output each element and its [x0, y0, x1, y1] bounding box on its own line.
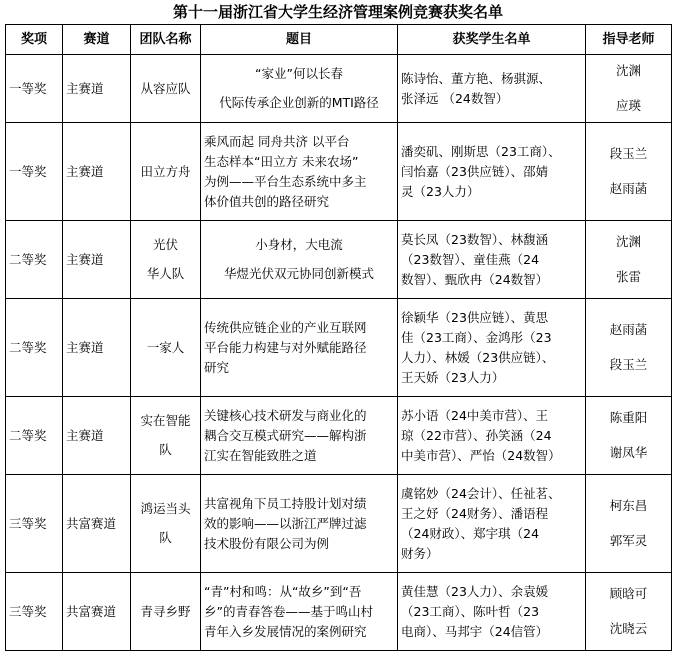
- topic-cell-line: 华煜光伏双元协同创新模式: [223, 266, 374, 281]
- teachers-cell-line: 赵雨菡: [609, 181, 648, 196]
- topic-cell-line: 生态样本“田立方 未来农场”: [204, 153, 359, 169]
- team-cell-line: 实在智能: [140, 413, 191, 428]
- teachers-cell-line: 沈渊: [615, 63, 641, 78]
- teachers-cell: [586, 573, 672, 651]
- team-cell: [131, 397, 201, 475]
- team-cell-line: 田立方舟: [140, 163, 191, 179]
- students-cell-line: （24财政）、郑宇琪（24: [401, 525, 540, 541]
- students-cell: [398, 299, 586, 397]
- topic-cell-line: 效的影响——以浙江严牌过滤: [204, 515, 367, 531]
- header-team: 团队名称: [131, 25, 201, 55]
- students-cell-line: （23数智）、童佳燕（24: [401, 251, 540, 267]
- table-row: [6, 55, 672, 123]
- track-cell: 主赛道: [63, 55, 131, 123]
- topic-cell-line: 江实在智能致胜之道: [204, 447, 317, 463]
- students-cell-line: 王之妤（24财务）、潘语程: [401, 505, 549, 521]
- track-cell: 主赛道: [63, 221, 131, 299]
- header-students: 获奖学生名单: [398, 25, 586, 55]
- header-track: 赛道: [63, 25, 131, 55]
- table-row: [6, 475, 672, 573]
- topic-cell-line: 代际传承企业创新的MTI路径: [219, 95, 379, 110]
- team-cell: [131, 573, 201, 651]
- students-cell-line: 张泽远 （24数智）: [401, 90, 509, 106]
- students-cell: [398, 397, 586, 475]
- header-award: 奖项: [6, 25, 63, 55]
- track-cell: 主赛道: [63, 123, 131, 221]
- track-cell: 共富赛道: [63, 573, 131, 651]
- students-cell-line: 灵（23人力）: [401, 183, 480, 199]
- students-cell-line: 潘奕矶、刚斯思（23工商）、: [401, 143, 561, 159]
- teachers-cell: [586, 123, 672, 221]
- topic-cell-line: “家业”何以长春: [255, 66, 343, 81]
- team-cell-line: 光伏: [152, 237, 178, 252]
- teachers-cell-line: 应瑛: [615, 98, 641, 113]
- students-cell-line: 王天娇（23人力）: [401, 369, 505, 385]
- teachers-cell-line: 柯东昌: [609, 498, 648, 513]
- topic-cell-line: 研究: [204, 359, 230, 375]
- team-cell: [131, 123, 201, 221]
- students-cell-line: 佳（23工商）、金鸿彤（23: [401, 329, 552, 345]
- teachers-cell-line: 段玉兰: [609, 146, 648, 161]
- header-teachers: 指导老师: [586, 25, 672, 55]
- topic-cell: [201, 397, 398, 475]
- teachers-cell-line: 沈渊: [615, 234, 641, 249]
- team-cell-line: 华人队: [146, 266, 185, 281]
- team-cell: [131, 299, 201, 397]
- students-cell-line: 闫怡嘉（23供应链）、邵婧: [401, 163, 549, 179]
- team-cell-line: 队: [159, 442, 172, 457]
- students-cell: [398, 573, 586, 651]
- students-cell-line: 人力）、林媛（23供应链）、: [401, 349, 555, 365]
- team-cell-line: 青寻乡野: [140, 603, 191, 619]
- team-cell: [131, 475, 201, 573]
- teachers-cell-line: 顾晗可: [609, 586, 648, 601]
- teachers-cell-line: 郭军灵: [609, 533, 648, 548]
- team-cell-line: 一家人: [146, 339, 185, 355]
- teachers-cell: [586, 397, 672, 475]
- topic-cell-line: 体价值共创的路径研究: [204, 193, 330, 209]
- table-row: [6, 299, 672, 397]
- topic-cell-line: 传统供应链企业的产业互联网: [204, 319, 367, 335]
- topic-cell-line: 共富视角下员工持股计划对绩: [204, 495, 367, 511]
- teachers-cell: [586, 221, 672, 299]
- award-cell: 一等奖: [6, 123, 63, 221]
- award-cell: 二等奖: [6, 397, 63, 475]
- header-row: [6, 25, 672, 55]
- topic-cell-line: 小身材，大电流: [255, 237, 343, 252]
- students-cell: [398, 221, 586, 299]
- teachers-cell-line: 沈晓云: [609, 621, 648, 636]
- award-cell: 二等奖: [6, 299, 63, 397]
- team-cell: [131, 221, 201, 299]
- topic-cell: [201, 299, 398, 397]
- topic-cell-line: 平台能力构建与对外赋能路径: [204, 339, 367, 355]
- team-cell-line: 队: [159, 530, 172, 545]
- teachers-cell: [586, 299, 672, 397]
- track-cell: 主赛道: [63, 397, 131, 475]
- students-cell-line: 陈诗怡、董方艳、杨骐源、: [401, 70, 552, 86]
- students-cell-line: （23工商）、陈叶哲（23: [401, 603, 540, 619]
- team-cell: [131, 55, 201, 123]
- teachers-cell-line: 赵雨菡: [609, 322, 648, 337]
- topic-cell: [201, 123, 398, 221]
- topic-cell: [201, 475, 398, 573]
- table-row: [6, 397, 672, 475]
- topic-cell-line: 关键核心技术研发与商业化的: [204, 407, 367, 423]
- topic-cell-line: 技术股份有限公司为例: [204, 535, 330, 551]
- students-cell-line: 黄佳慧（23人力）、余袁媛: [401, 583, 549, 599]
- award-cell: 二等奖: [6, 221, 63, 299]
- students-cell: [398, 475, 586, 573]
- award-table: [5, 24, 672, 651]
- team-cell-line: 从容应队: [140, 80, 191, 96]
- topic-cell-line: 为例——平台生态系统中多主: [204, 173, 367, 189]
- team-cell-line: 鸿运当头: [140, 501, 191, 516]
- students-cell-line: 电商）、马邦宇（24信管）: [401, 623, 549, 639]
- topic-cell: [201, 221, 398, 299]
- header-topic: 题目: [201, 25, 398, 55]
- award-cell: 三等奖: [6, 475, 63, 573]
- topic-cell-line: “青”村和鸣：从“故乡”到“吾: [204, 583, 362, 599]
- teachers-cell-line: 段玉兰: [609, 357, 648, 372]
- table-row: [6, 123, 672, 221]
- teachers-cell: [586, 475, 672, 573]
- students-cell: [398, 123, 586, 221]
- students-cell-line: 苏小语（24中美市营）、王: [401, 407, 549, 423]
- teachers-cell-line: 张雷: [615, 269, 641, 284]
- teachers-cell-line: 谢凤华: [609, 445, 648, 460]
- award-cell: 三等奖: [6, 573, 63, 651]
- students-cell-line: 财务）: [401, 545, 439, 561]
- page-title: 第十一届浙江省大学生经济管理案例竞赛获奖名单: [172, 3, 503, 21]
- topic-cell-line: 乘风而起 同舟共济 以平台: [204, 133, 350, 149]
- students-cell-line: 数智）、甄欣冉（24数智）: [401, 271, 549, 287]
- topic-cell-line: 耦合交互模式研究——解构浙: [204, 427, 367, 443]
- track-cell: 主赛道: [63, 299, 131, 397]
- students-cell-line: 莫长凤（23数智）、林馥涵: [401, 231, 549, 247]
- table-row: [6, 221, 672, 299]
- table-row: [6, 573, 672, 651]
- students-cell-line: 虞铭妙（24会计）、任祉茗、: [401, 485, 561, 501]
- teachers-cell: [586, 55, 672, 123]
- topic-cell: [201, 55, 398, 123]
- students-cell: [398, 55, 586, 123]
- topic-cell: [201, 573, 398, 651]
- students-cell-line: 中美市营）、严怡（24数智）: [401, 447, 561, 463]
- students-cell-line: 琼（22市营）、孙笑涵（24: [401, 427, 552, 443]
- teachers-cell-line: 陈重阳: [609, 410, 648, 425]
- award-cell: 一等奖: [6, 55, 63, 123]
- award-rows: [6, 55, 672, 651]
- topic-cell-line: 青年入乡发展情况的案例研究: [204, 623, 367, 639]
- students-cell-line: 徐颖华（23供应链）、黄思: [401, 309, 549, 325]
- track-cell: 共富赛道: [63, 475, 131, 573]
- topic-cell-line: 乡”的青春答卷——基于鸣山村: [204, 603, 373, 619]
